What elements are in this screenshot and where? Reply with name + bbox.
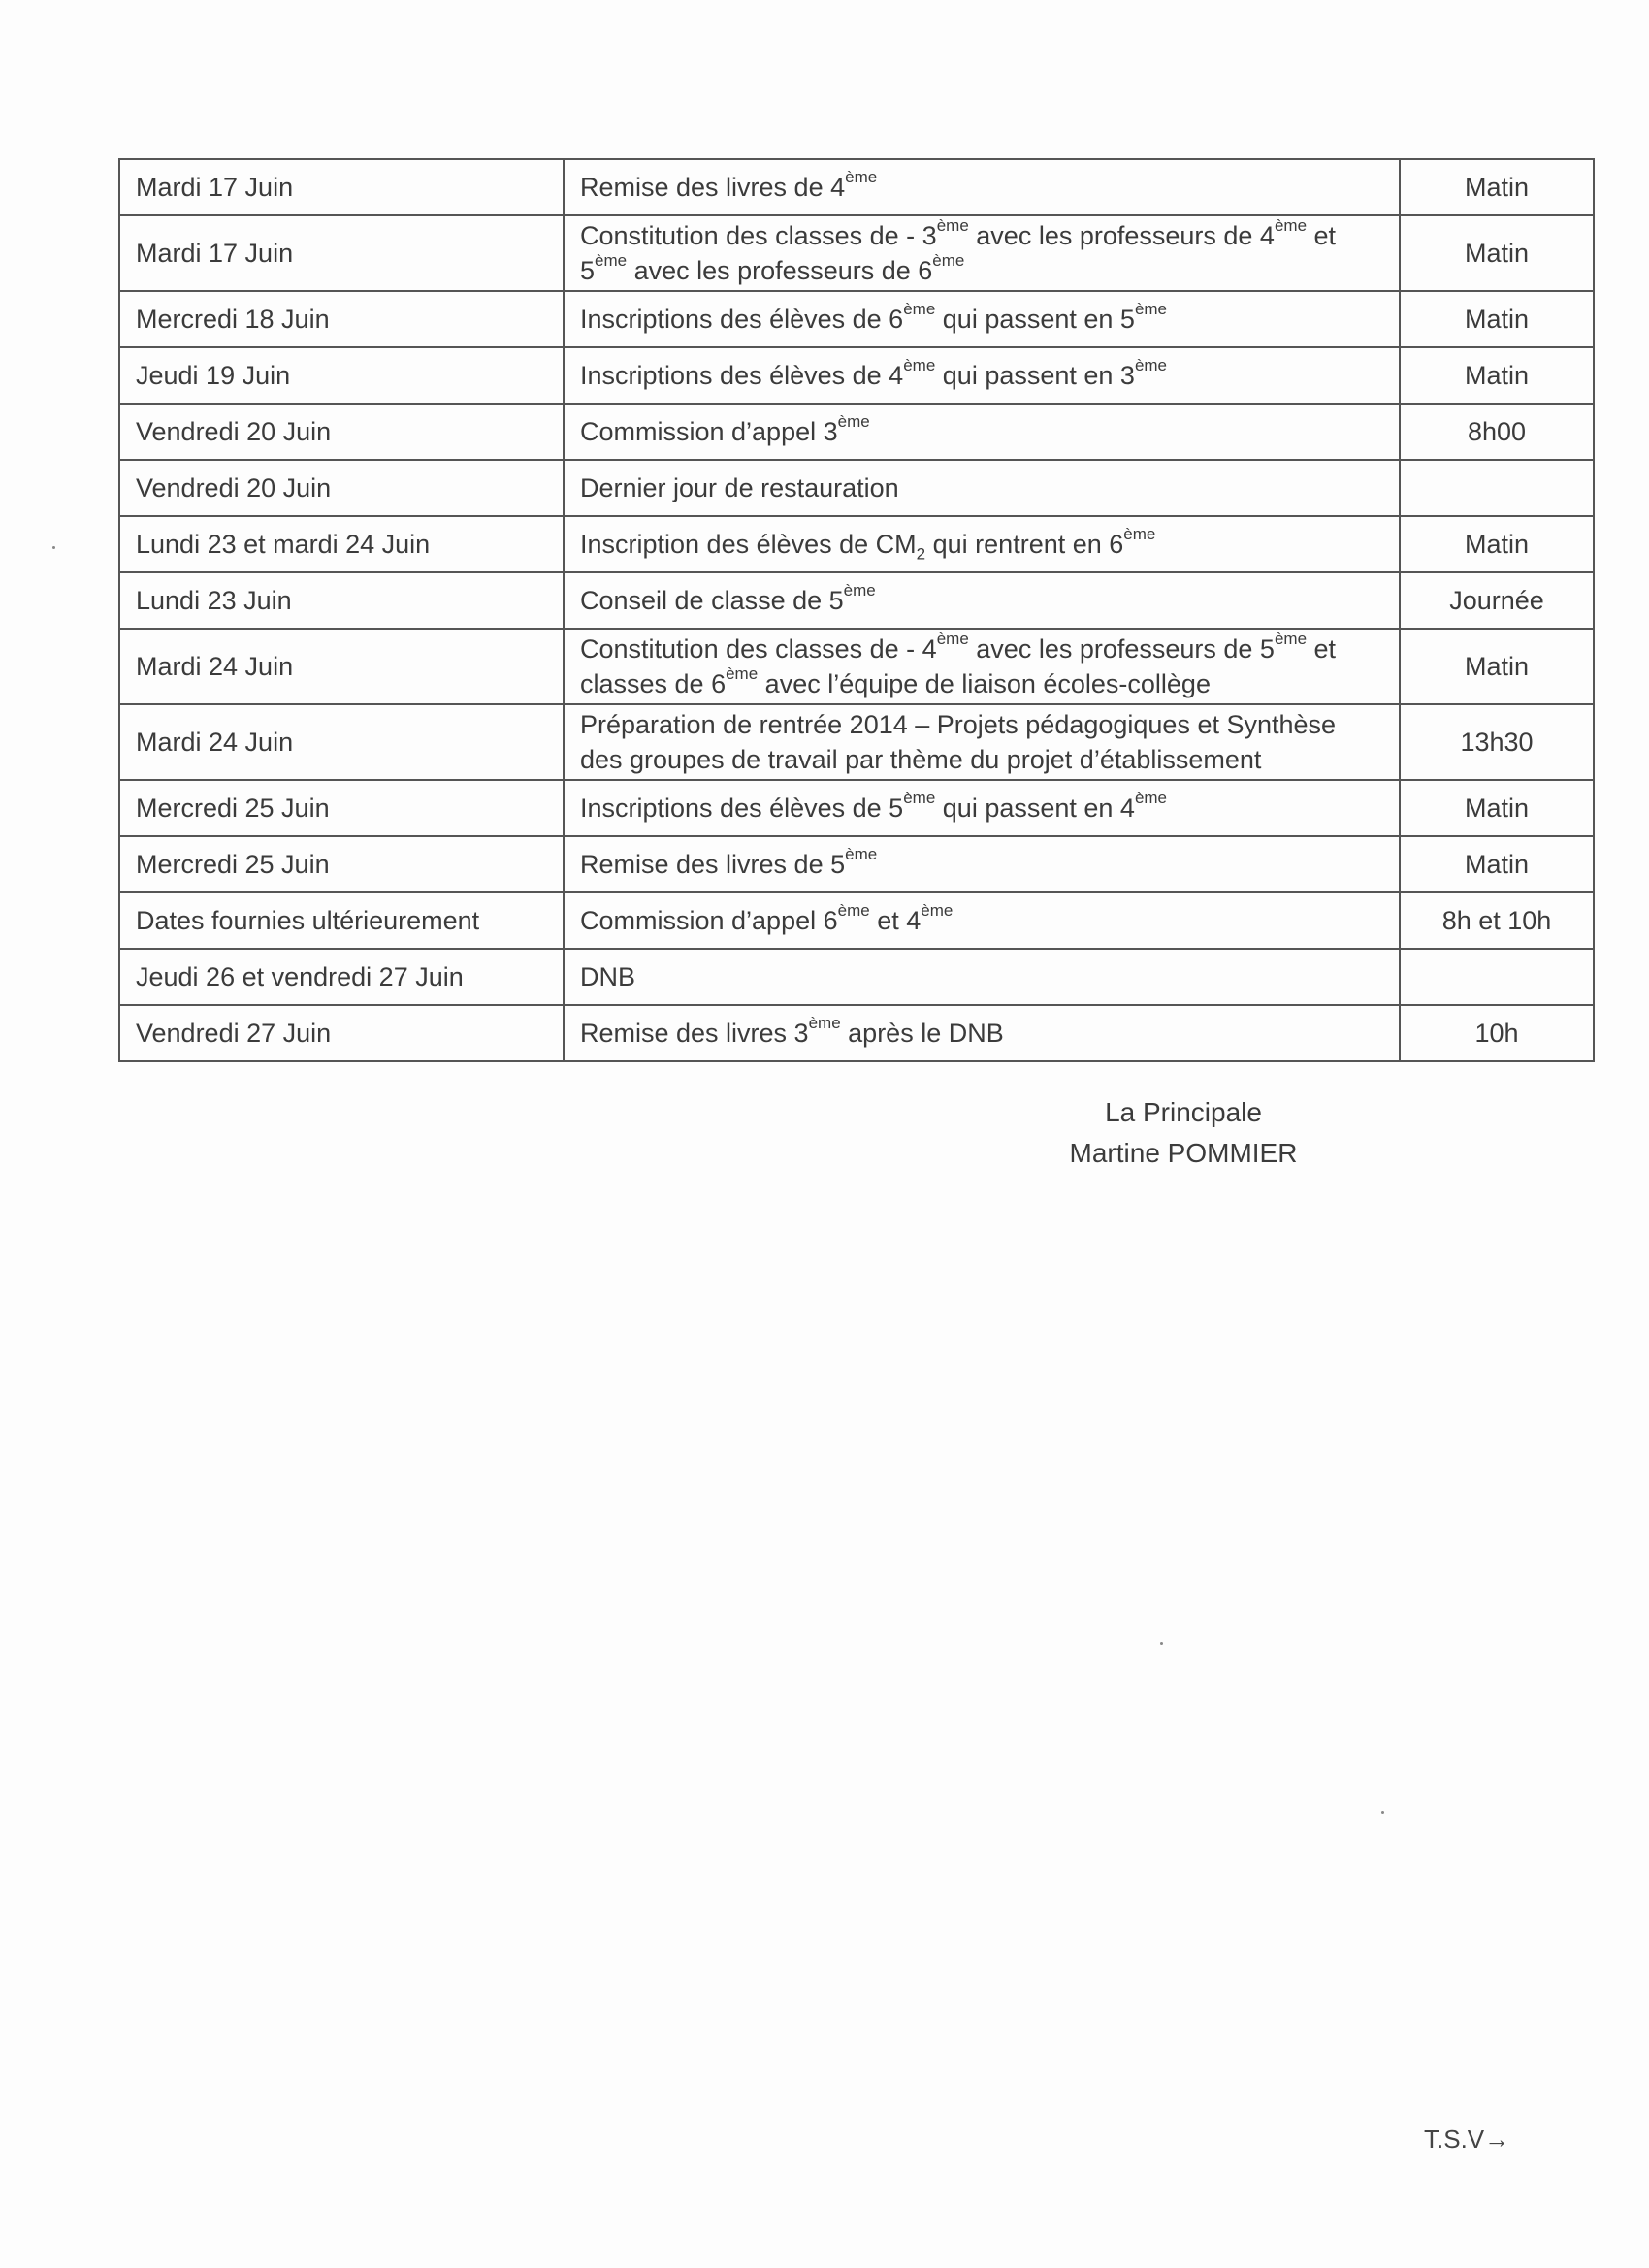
event-cell: Conseil de classe de 5ème bbox=[564, 572, 1400, 629]
event-cell: Inscriptions des élèves de 5ème qui passent en 4ème bbox=[564, 780, 1400, 836]
table-row bbox=[119, 949, 1594, 1005]
date-cell: Lundi 23 Juin bbox=[119, 572, 564, 629]
signature-name: Martine POMMIER bbox=[1069, 1138, 1298, 1168]
event-cell: Constitution des classes de - 4ème avec les professeurs de 5ème et classes de 6ème avec l’équipe de liaison écoles-collège bbox=[564, 629, 1400, 704]
scan-speck bbox=[1160, 1642, 1163, 1645]
table-row bbox=[119, 347, 1594, 404]
event-cell: Remise des livres de 4ème bbox=[564, 159, 1400, 215]
schedule-body bbox=[119, 159, 1594, 1061]
time-cell bbox=[1400, 460, 1594, 516]
time-cell: 13h30 bbox=[1400, 704, 1594, 780]
table-row bbox=[119, 516, 1594, 572]
table-row bbox=[119, 460, 1594, 516]
table-row bbox=[119, 572, 1594, 629]
time-cell: Matin bbox=[1400, 516, 1594, 572]
time-cell: 8h et 10h bbox=[1400, 892, 1594, 949]
date-cell: Mardi 24 Juin bbox=[119, 629, 564, 704]
date-cell: Dates fournies ultérieurement bbox=[119, 892, 564, 949]
event-cell: Préparation de rentrée 2014 – Projets pédagogiques et Synthèse des groupes de travail par thème du projet d’établissement bbox=[564, 704, 1400, 780]
time-cell: Matin bbox=[1400, 347, 1594, 404]
time-cell: Matin bbox=[1400, 215, 1594, 291]
event-cell: Remise des livres de 5ème bbox=[564, 836, 1400, 892]
table-row bbox=[119, 291, 1594, 347]
time-cell: Matin bbox=[1400, 780, 1594, 836]
time-cell: Matin bbox=[1400, 836, 1594, 892]
table-row bbox=[119, 780, 1594, 836]
table-row bbox=[119, 215, 1594, 291]
date-cell: Vendredi 27 Juin bbox=[119, 1005, 564, 1061]
time-cell: Matin bbox=[1400, 291, 1594, 347]
time-cell: 10h bbox=[1400, 1005, 1594, 1061]
time-cell bbox=[1400, 949, 1594, 1005]
date-cell: Mardi 17 Juin bbox=[119, 159, 564, 215]
event-cell: Dernier jour de restauration bbox=[564, 460, 1400, 516]
date-cell: Lundi 23 et mardi 24 Juin bbox=[119, 516, 564, 572]
table-row bbox=[119, 629, 1594, 704]
signature-title: La Principale bbox=[1105, 1097, 1262, 1127]
date-cell: Jeudi 19 Juin bbox=[119, 347, 564, 404]
table-row bbox=[119, 404, 1594, 460]
table-row bbox=[119, 159, 1594, 215]
date-cell: Jeudi 26 et vendredi 27 Juin bbox=[119, 949, 564, 1005]
date-cell: Mardi 17 Juin bbox=[119, 215, 564, 291]
turn-over-note: T.S.V→ bbox=[1424, 2124, 1510, 2154]
time-cell: 8h00 bbox=[1400, 404, 1594, 460]
event-cell: Inscription des élèves de $CM_2$ qui rentrent en 6ème bbox=[564, 516, 1400, 572]
time-cell: Matin bbox=[1400, 629, 1594, 704]
date-cell: Mercredi 25 Juin bbox=[119, 836, 564, 892]
date-cell: Mercredi 18 Juin bbox=[119, 291, 564, 347]
date-cell: Vendredi 20 Juin bbox=[119, 404, 564, 460]
date-cell: Vendredi 20 Juin bbox=[119, 460, 564, 516]
event-cell: Constitution des classes de - 3ème avec les professeurs de 4ème et 5ème avec les professeurs de 6ème bbox=[564, 215, 1400, 291]
table-row bbox=[119, 1005, 1594, 1061]
event-cell: Inscriptions des élèves de 6ème qui passent en 5ème bbox=[564, 291, 1400, 347]
table-row bbox=[119, 704, 1594, 780]
date-cell: Mercredi 25 Juin bbox=[119, 780, 564, 836]
schedule-table bbox=[118, 158, 1595, 1062]
table-row bbox=[119, 836, 1594, 892]
table-row bbox=[119, 892, 1594, 949]
time-cell: Journée bbox=[1400, 572, 1594, 629]
date-cell: Mardi 24 Juin bbox=[119, 704, 564, 780]
event-cell: Inscriptions des élèves de 4ème qui passent en 3ème bbox=[564, 347, 1400, 404]
event-cell: Remise des livres 3ème après le DNB bbox=[564, 1005, 1400, 1061]
event-cell: DNB bbox=[564, 949, 1400, 1005]
event-cell: Commission d’appel 3ème bbox=[564, 404, 1400, 460]
time-cell: Matin bbox=[1400, 159, 1594, 215]
signature-block bbox=[970, 1092, 1397, 1174]
event-cell: Commission d’appel 6ème et 4ème bbox=[564, 892, 1400, 949]
scan-speck bbox=[1381, 1811, 1384, 1814]
scan-speck bbox=[52, 546, 55, 549]
